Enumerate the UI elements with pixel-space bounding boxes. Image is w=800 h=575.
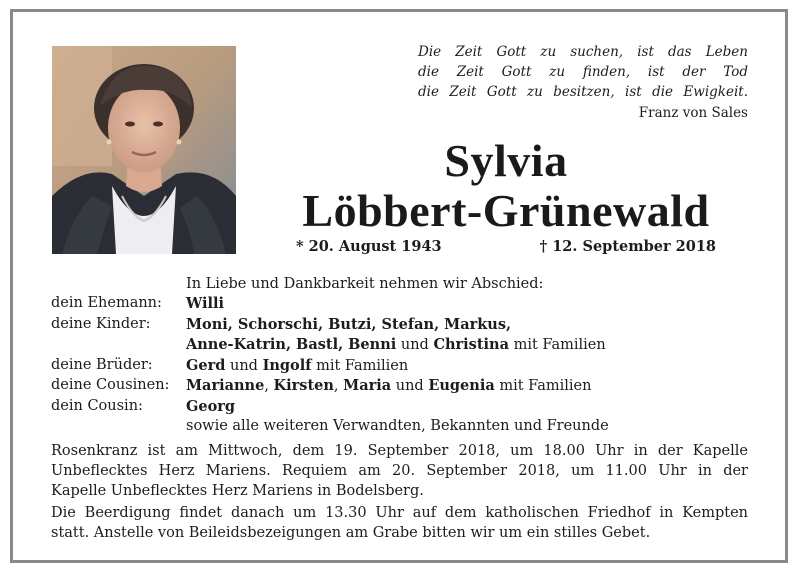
family-row-cousins-female: deine Cousinen: Marianne, Kirsten, Maria und Eugenia mit Familien [51, 376, 751, 397]
relation-label: dein Cousin: [51, 397, 143, 414]
relative-name: Georg [186, 397, 236, 415]
farewell-intro: In Liebe und Dankbarkeit nehmen wir Abschied: [186, 276, 544, 292]
deceased-last-name: Löbbert-Grünewald [302, 185, 710, 236]
death-date: † 12. September 2018 [539, 238, 716, 255]
poem-line: Die Zeit Gott zu suchen, ist das Leben [418, 44, 748, 60]
family-row-brothers [51, 356, 751, 377]
family-row-cousin-male [51, 397, 751, 418]
suffix-text: mit Familien [499, 378, 592, 394]
suffix-text: mit Familien [513, 337, 606, 353]
relative-names: Moni, Schorschi, Butzi, Stefan, Markus, [186, 315, 512, 333]
relation-label: deine Kinder: [51, 315, 151, 332]
family-row-husband [51, 294, 751, 315]
suffix-text: mit Familien [316, 357, 409, 374]
relative-name: Ingolf [262, 356, 312, 374]
relation-label: deine Cousinen: [51, 377, 170, 393]
other-relatives: sowie alle weiteren Verwandten, Bekannten und Freunde [186, 418, 609, 434]
relative-name: Maria [343, 377, 392, 394]
portrait-photo [52, 46, 236, 254]
rosary-requiem-paragraph [51, 441, 748, 501]
relative-name: Kirsten [273, 377, 334, 394]
conjunction: und [395, 378, 424, 394]
poem [418, 42, 748, 102]
relation-label: deine Brüder: [51, 356, 153, 373]
family-row-others [51, 417, 751, 437]
burial-paragraph [51, 503, 748, 543]
relative-names: Anne-Katrin, Bastl, Benni [186, 336, 397, 353]
paragraph-line: Unbeflecktes Herz Mariens. Requiem am 20. September 2018, um 11.00 Uhr in der [51, 463, 748, 479]
paragraph-line: statt. Anstelle von Beileidsbezeigungen am Grabe bitten wir um ein stilles Gebet. [51, 525, 651, 541]
poem-line: die Zeit Gott zu finden, ist der Tod [418, 64, 748, 80]
paragraph-line: Rosenkranz ist am Mittwoch, dem 19. September 2018, um 18.00 Uhr in der Kapelle [51, 443, 748, 459]
family-row-children-cont [51, 335, 751, 356]
paragraph-line: Kapelle Unbeflecktes Herz Mariens in Bodelsberg. [51, 483, 424, 499]
life-dates [296, 236, 716, 258]
conjunction: und [400, 337, 429, 353]
relation-label: dein Ehemann: [51, 295, 162, 311]
paragraph-line: Die Beerdigung findet danach um 13.30 Uhr auf dem katholischen Friedhof in Kempten [51, 505, 748, 521]
family-list [51, 294, 751, 437]
relative-name: Gerd [186, 356, 226, 374]
family-row-children [51, 315, 751, 336]
conjunction: und [230, 357, 258, 374]
poem-line: die Zeit Gott zu besitzen, ist die Ewigkeit. [418, 84, 748, 100]
relative-name: Eugenia [428, 377, 495, 394]
relative-name: Marianne [186, 377, 265, 394]
deceased-first-name: Sylvia [444, 135, 568, 186]
relative-name: Christina [433, 336, 509, 353]
poem-author: Franz von Sales [638, 105, 748, 121]
relative-name: Willi [186, 295, 225, 312]
birth-date: * 20. August 1943 [296, 238, 442, 255]
